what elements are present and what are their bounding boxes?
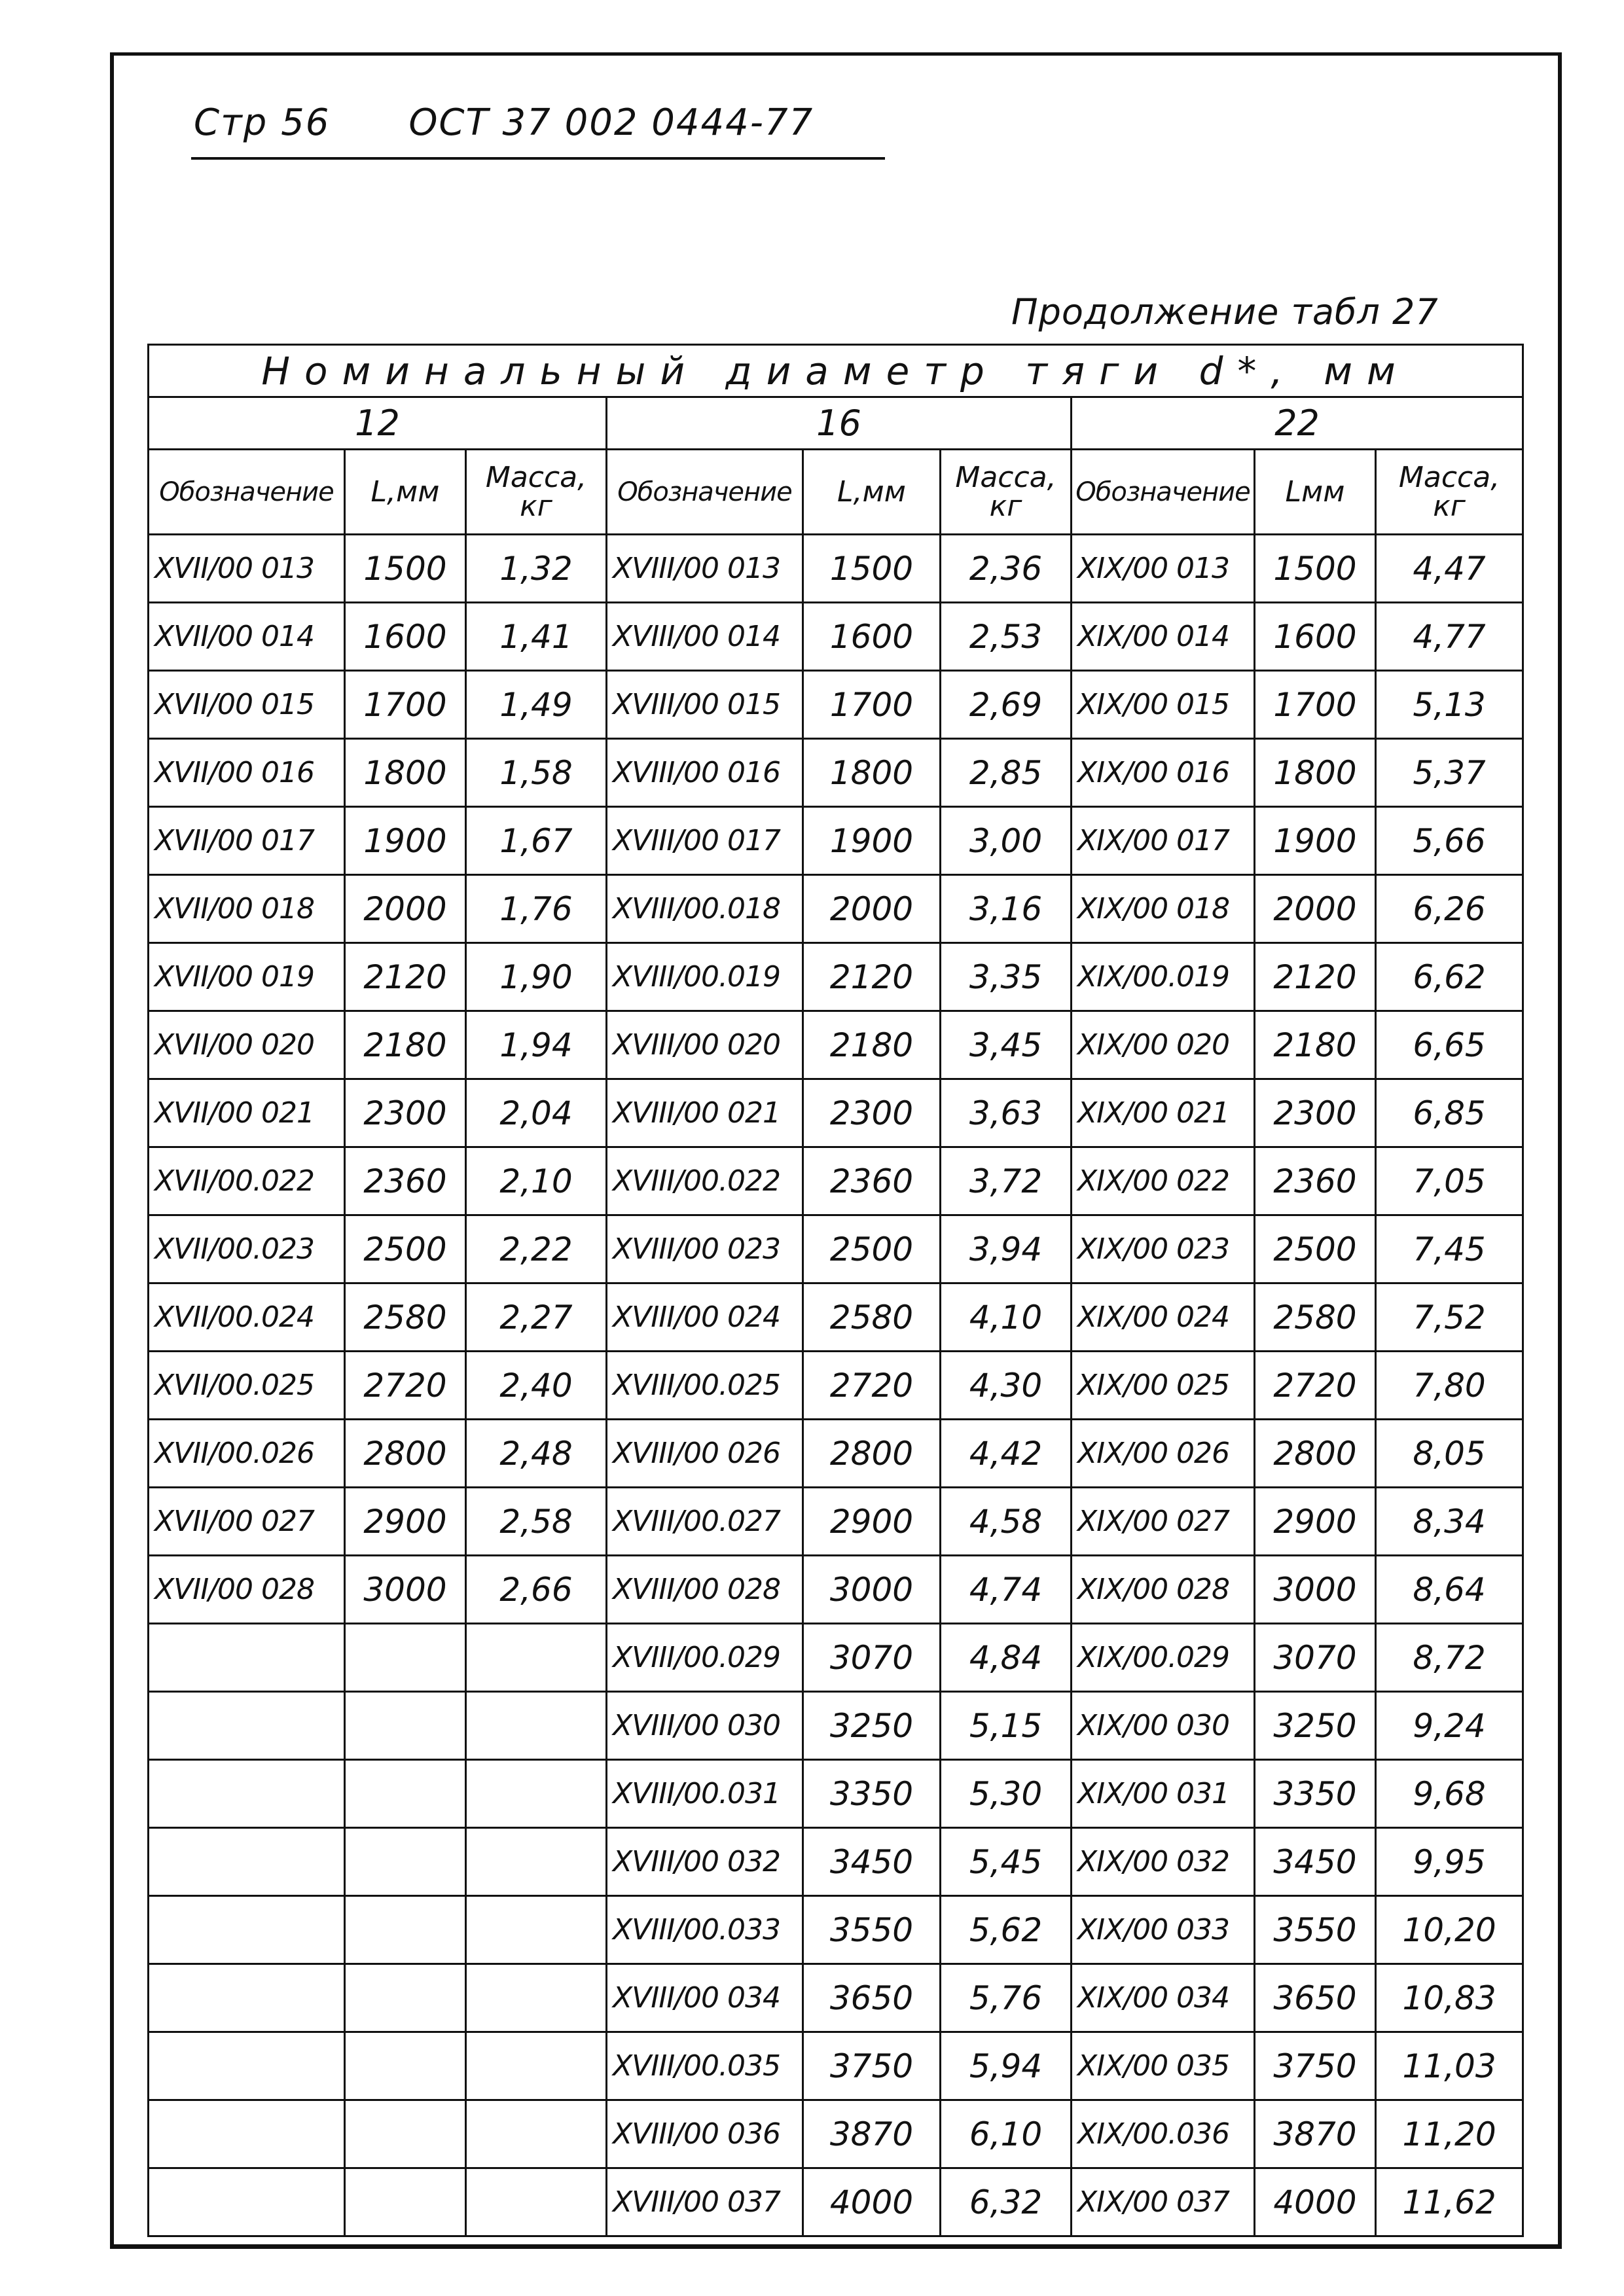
cell-designation: XIX/00 015 xyxy=(1072,671,1255,739)
cell-mass: 2,27 xyxy=(466,1283,607,1352)
cell-designation: XIX/00 022 xyxy=(1072,1147,1255,1215)
cell-length: 2000 xyxy=(345,875,466,943)
cell-mass: 4,77 xyxy=(1376,603,1523,671)
col-mass: Масса, кг xyxy=(1376,450,1523,535)
cell-mass: 1,94 xyxy=(466,1011,607,1079)
cell-length: 3250 xyxy=(803,1692,941,1760)
cell-length: 1800 xyxy=(1255,739,1376,807)
rod-table xyxy=(147,344,1524,2237)
col-length: L,мм xyxy=(803,450,941,535)
cell-length: 1900 xyxy=(1255,807,1376,875)
cell-mass: 3,35 xyxy=(941,943,1072,1011)
cell-mass xyxy=(466,2168,607,2236)
cell-length: 2800 xyxy=(803,1420,941,1488)
cell-mass xyxy=(466,1692,607,1760)
cell-designation: XVIII/00.031 xyxy=(607,1760,803,1828)
cell-length: 2000 xyxy=(1255,875,1376,943)
cell-designation: XVIII/00 030 xyxy=(607,1692,803,1760)
cell-length: 3000 xyxy=(803,1556,941,1624)
cell-mass: 11,03 xyxy=(1376,2032,1523,2100)
cell-mass: 3,16 xyxy=(941,875,1072,943)
cell-designation: XIX/00 017 xyxy=(1072,807,1255,875)
cell-designation xyxy=(149,2032,345,2100)
cell-length: 2500 xyxy=(803,1215,941,1283)
cell-designation: XVIII/00 032 xyxy=(607,1828,803,1896)
cell-mass: 5,66 xyxy=(1376,807,1523,875)
cell-designation: XIX/00 026 xyxy=(1072,1420,1255,1488)
cell-length: 2120 xyxy=(345,943,466,1011)
cell-designation: XVIII/00.029 xyxy=(607,1624,803,1692)
cell-designation: XVIII/00.027 xyxy=(607,1488,803,1556)
cell-length: 3450 xyxy=(1255,1828,1376,1896)
cell-designation: XIX/00 027 xyxy=(1072,1488,1255,1556)
cell-mass: 6,85 xyxy=(1376,1079,1523,1147)
col-designation: Обозначение xyxy=(149,450,345,535)
cell-designation: XIX/00 037 xyxy=(1072,2168,1255,2236)
cell-length: 2580 xyxy=(803,1283,941,1352)
cell-designation: XIX/00 025 xyxy=(1072,1352,1255,1420)
table-row xyxy=(149,1964,1523,2032)
cell-mass: 5,45 xyxy=(941,1828,1072,1896)
cell-length: 2720 xyxy=(1255,1352,1376,1420)
cell-length: 3070 xyxy=(1255,1624,1376,1692)
cell-designation: XVIII/00.022 xyxy=(607,1147,803,1215)
cell-mass: 7,05 xyxy=(1376,1147,1523,1215)
cell-mass: 4,58 xyxy=(941,1488,1072,1556)
cell-designation xyxy=(149,1624,345,1692)
cell-designation: XIX/00 031 xyxy=(1072,1760,1255,1828)
table-row xyxy=(149,2168,1523,2236)
cell-length: 2900 xyxy=(345,1488,466,1556)
cell-mass: 3,63 xyxy=(941,1079,1072,1147)
table-row xyxy=(149,1011,1523,1079)
cell-mass: 10,83 xyxy=(1376,1964,1523,2032)
cell-designation: XVII/00 015 xyxy=(149,671,345,739)
cell-length: 1600 xyxy=(803,603,941,671)
cell-length: 4000 xyxy=(1255,2168,1376,2236)
cell-length: 2800 xyxy=(345,1420,466,1488)
table-row xyxy=(149,1760,1523,1828)
cell-designation: XVII/00.023 xyxy=(149,1215,345,1283)
cell-mass: 5,15 xyxy=(941,1692,1072,1760)
table-row xyxy=(149,943,1523,1011)
cell-mass: 2,22 xyxy=(466,1215,607,1283)
cell-designation: XVIII/00 013 xyxy=(607,535,803,603)
cell-mass: 7,52 xyxy=(1376,1283,1523,1352)
table-row xyxy=(149,1828,1523,1896)
cell-length xyxy=(345,1828,466,1896)
cell-designation: XIX/00 028 xyxy=(1072,1556,1255,1624)
table-row xyxy=(149,739,1523,807)
cell-length xyxy=(345,1964,466,2032)
table-title: Номинальный диаметр тяги d*, мм xyxy=(149,345,1523,397)
cell-mass: 6,32 xyxy=(941,2168,1072,2236)
cell-length: 2720 xyxy=(803,1352,941,1420)
cell-length: 3550 xyxy=(803,1896,941,1964)
cell-length: 3750 xyxy=(803,2032,941,2100)
cell-length: 2120 xyxy=(803,943,941,1011)
cell-mass xyxy=(466,2100,607,2168)
cell-designation: XVIII/00 026 xyxy=(607,1420,803,1488)
cell-length xyxy=(345,2100,466,2168)
cell-length: 2360 xyxy=(345,1147,466,1215)
cell-length: 1500 xyxy=(1255,535,1376,603)
cell-length xyxy=(345,1760,466,1828)
cell-designation: XVIII/00.018 xyxy=(607,875,803,943)
cell-length: 1700 xyxy=(803,671,941,739)
cell-designation xyxy=(149,1692,345,1760)
cell-mass: 6,26 xyxy=(1376,875,1523,943)
table-row xyxy=(149,1488,1523,1556)
cell-mass: 6,62 xyxy=(1376,943,1523,1011)
cell-designation xyxy=(149,1964,345,2032)
cell-mass: 2,48 xyxy=(466,1420,607,1488)
cell-mass: 8,05 xyxy=(1376,1420,1523,1488)
cell-designation: XVII/00 013 xyxy=(149,535,345,603)
table-row xyxy=(149,2100,1523,2168)
cell-designation: XVIII/00 021 xyxy=(607,1079,803,1147)
cell-designation: XVII/00.022 xyxy=(149,1147,345,1215)
cell-mass: 11,20 xyxy=(1376,2100,1523,2168)
col-mass: Масса, кг xyxy=(941,450,1072,535)
table-row xyxy=(149,1352,1523,1420)
cell-mass: 2,58 xyxy=(466,1488,607,1556)
cell-mass: 5,62 xyxy=(941,1896,1072,1964)
col-mass: Масса, кг xyxy=(466,450,607,535)
col-designation: Обозначение xyxy=(607,450,803,535)
cell-designation: XVIII/00 034 xyxy=(607,1964,803,2032)
cell-length: 3350 xyxy=(803,1760,941,1828)
cell-length: 2500 xyxy=(345,1215,466,1283)
cell-mass: 8,34 xyxy=(1376,1488,1523,1556)
cell-mass: 5,76 xyxy=(941,1964,1072,2032)
cell-designation: XIX/00 021 xyxy=(1072,1079,1255,1147)
col-length: L,мм xyxy=(345,450,466,535)
cell-designation: XVIII/00 020 xyxy=(607,1011,803,1079)
cell-designation: XVIII/00.035 xyxy=(607,2032,803,2100)
cell-length: 2180 xyxy=(1255,1011,1376,1079)
cell-designation: XIX/00 016 xyxy=(1072,739,1255,807)
cell-designation xyxy=(149,2168,345,2236)
cell-mass: 1,76 xyxy=(466,875,607,943)
cell-mass: 2,04 xyxy=(466,1079,607,1147)
cell-designation: XIX/00 034 xyxy=(1072,1964,1255,2032)
cell-designation xyxy=(149,1828,345,1896)
cell-mass: 3,94 xyxy=(941,1215,1072,1283)
cell-mass: 4,30 xyxy=(941,1352,1072,1420)
cell-mass: 5,30 xyxy=(941,1760,1072,1828)
cell-designation: XVIII/00 036 xyxy=(607,2100,803,2168)
cell-designation: XVII/00 021 xyxy=(149,1079,345,1147)
cell-mass: 5,13 xyxy=(1376,671,1523,739)
cell-mass: 3,45 xyxy=(941,1011,1072,1079)
cell-length: 3000 xyxy=(345,1556,466,1624)
cell-mass: 1,41 xyxy=(466,603,607,671)
table-row xyxy=(149,535,1523,603)
cell-length: 3250 xyxy=(1255,1692,1376,1760)
table-row xyxy=(149,1079,1523,1147)
cell-designation: XVIII/00 014 xyxy=(607,603,803,671)
cell-length: 4000 xyxy=(803,2168,941,2236)
cell-mass: 1,32 xyxy=(466,535,607,603)
cell-length xyxy=(345,1692,466,1760)
cell-mass: 2,36 xyxy=(941,535,1072,603)
cell-mass: 2,69 xyxy=(941,671,1072,739)
cell-length: 2360 xyxy=(1255,1147,1376,1215)
cell-designation: XIX/00 024 xyxy=(1072,1283,1255,1352)
page-header xyxy=(194,101,814,144)
group-12: 12 xyxy=(149,397,607,450)
cell-mass xyxy=(466,1964,607,2032)
cell-designation: XVII/00 014 xyxy=(149,603,345,671)
group-22: 22 xyxy=(1072,397,1523,450)
table-row xyxy=(149,671,1523,739)
cell-length: 1600 xyxy=(345,603,466,671)
cell-length: 3550 xyxy=(1255,1896,1376,1964)
table-row xyxy=(149,1624,1523,1692)
cell-designation: XVIII/00 023 xyxy=(607,1215,803,1283)
cell-designation: XVII/00 027 xyxy=(149,1488,345,1556)
cell-mass: 11,62 xyxy=(1376,2168,1523,2236)
cell-designation: XIX/00 013 xyxy=(1072,535,1255,603)
cell-length: 2800 xyxy=(1255,1420,1376,1488)
cell-length: 3870 xyxy=(803,2100,941,2168)
cell-length: 3350 xyxy=(1255,1760,1376,1828)
cell-mass: 2,40 xyxy=(466,1352,607,1420)
cell-designation: XIX/00 014 xyxy=(1072,603,1255,671)
cell-designation: XIX/00 020 xyxy=(1072,1011,1255,1079)
cell-designation: XVIII/00 017 xyxy=(607,807,803,875)
cell-mass: 8,72 xyxy=(1376,1624,1523,1692)
cell-designation xyxy=(149,1760,345,1828)
cell-designation: XIX/00 030 xyxy=(1072,1692,1255,1760)
table-title-row xyxy=(149,345,1523,397)
cell-designation: XVII/00.025 xyxy=(149,1352,345,1420)
cell-mass: 3,00 xyxy=(941,807,1072,875)
cell-designation: XIX/00.036 xyxy=(1072,2100,1255,2168)
cell-designation: XVIII/00 015 xyxy=(607,671,803,739)
cell-mass xyxy=(466,1828,607,1896)
cell-designation: XVIII/00 024 xyxy=(607,1283,803,1352)
cell-mass: 6,10 xyxy=(941,2100,1072,2168)
cell-length xyxy=(345,1896,466,1964)
cell-designation: XVII/00 017 xyxy=(149,807,345,875)
header-underline xyxy=(191,157,885,160)
cell-length: 1600 xyxy=(1255,603,1376,671)
cell-designation: XVIII/00.033 xyxy=(607,1896,803,1964)
table-row xyxy=(149,2032,1523,2100)
cell-length: 1500 xyxy=(345,535,466,603)
cell-designation: XVIII/00 016 xyxy=(607,739,803,807)
cell-length: 2120 xyxy=(1255,943,1376,1011)
cell-mass: 2,10 xyxy=(466,1147,607,1215)
table-row xyxy=(149,807,1523,875)
cell-mass: 4,42 xyxy=(941,1420,1072,1488)
cell-length xyxy=(345,2032,466,2100)
cell-length: 1800 xyxy=(803,739,941,807)
cell-mass: 5,37 xyxy=(1376,739,1523,807)
cell-designation: XIX/00 032 xyxy=(1072,1828,1255,1896)
standard-number: ОСТ 37 002 0444-77 xyxy=(408,101,814,144)
table-row xyxy=(149,1147,1523,1215)
table-row xyxy=(149,1556,1523,1624)
cell-mass: 10,20 xyxy=(1376,1896,1523,1964)
cell-length: 2300 xyxy=(803,1079,941,1147)
cell-length: 2300 xyxy=(345,1079,466,1147)
table-row xyxy=(149,1692,1523,1760)
cell-length xyxy=(345,2168,466,2236)
cell-mass: 6,65 xyxy=(1376,1011,1523,1079)
table-row xyxy=(149,1283,1523,1352)
cell-mass: 4,84 xyxy=(941,1624,1072,1692)
cell-mass xyxy=(466,1896,607,1964)
cell-designation: XVII/00 019 xyxy=(149,943,345,1011)
cell-mass xyxy=(466,1760,607,1828)
cell-length: 2300 xyxy=(1255,1079,1376,1147)
cell-mass: 3,72 xyxy=(941,1147,1072,1215)
cell-designation: XVII/00 028 xyxy=(149,1556,345,1624)
cell-designation: XIX/00 033 xyxy=(1072,1896,1255,1964)
table-caption: Продолжение табл 27 xyxy=(1011,291,1439,332)
cell-length: 1900 xyxy=(803,807,941,875)
cell-length: 2900 xyxy=(803,1488,941,1556)
cell-designation: XIX/00.029 xyxy=(1072,1624,1255,1692)
cell-length: 2180 xyxy=(803,1011,941,1079)
cell-mass: 4,47 xyxy=(1376,535,1523,603)
cell-length: 3650 xyxy=(803,1964,941,2032)
cell-length: 2580 xyxy=(1255,1283,1376,1352)
group-row xyxy=(149,397,1523,450)
cell-length: 3450 xyxy=(803,1828,941,1896)
cell-mass xyxy=(466,1624,607,1692)
cell-length: 1900 xyxy=(345,807,466,875)
table-row xyxy=(149,1215,1523,1283)
cell-length: 2580 xyxy=(345,1283,466,1352)
cell-length: 2900 xyxy=(1255,1488,1376,1556)
cell-length xyxy=(345,1624,466,1692)
cell-length: 3070 xyxy=(803,1624,941,1692)
cell-designation: XIX/00.019 xyxy=(1072,943,1255,1011)
cell-mass: 8,64 xyxy=(1376,1556,1523,1624)
cell-length: 2720 xyxy=(345,1352,466,1420)
cell-mass: 1,49 xyxy=(466,671,607,739)
cell-length: 2000 xyxy=(803,875,941,943)
cell-mass: 2,53 xyxy=(941,603,1072,671)
cell-mass: 1,90 xyxy=(466,943,607,1011)
cell-mass: 7,80 xyxy=(1376,1352,1523,1420)
cell-length: 2180 xyxy=(345,1011,466,1079)
cell-designation: XVII/00.026 xyxy=(149,1420,345,1488)
page-number: Стр 56 xyxy=(194,101,331,144)
cell-length: 3870 xyxy=(1255,2100,1376,2168)
cell-mass xyxy=(466,2032,607,2100)
cell-mass: 5,94 xyxy=(941,2032,1072,2100)
col-length: Lмм xyxy=(1255,450,1376,535)
cell-mass: 9,95 xyxy=(1376,1828,1523,1896)
cell-mass: 4,74 xyxy=(941,1556,1072,1624)
cell-length: 1700 xyxy=(1255,671,1376,739)
cell-length: 3000 xyxy=(1255,1556,1376,1624)
cell-designation: XVII/00.024 xyxy=(149,1283,345,1352)
cell-designation: XVIII/00 028 xyxy=(607,1556,803,1624)
cell-designation: XVII/00 018 xyxy=(149,875,345,943)
cell-designation: XVII/00 020 xyxy=(149,1011,345,1079)
cell-mass: 7,45 xyxy=(1376,1215,1523,1283)
table-row xyxy=(149,1896,1523,1964)
cell-length: 3650 xyxy=(1255,1964,1376,2032)
cell-length: 1800 xyxy=(345,739,466,807)
cell-mass: 2,85 xyxy=(941,739,1072,807)
cell-mass: 2,66 xyxy=(466,1556,607,1624)
cell-mass: 9,24 xyxy=(1376,1692,1523,1760)
cell-length: 2360 xyxy=(803,1147,941,1215)
column-header-row xyxy=(149,450,1523,535)
cell-designation xyxy=(149,1896,345,1964)
cell-designation: XVIII/00.019 xyxy=(607,943,803,1011)
cell-designation: XVIII/00 037 xyxy=(607,2168,803,2236)
cell-mass: 9,68 xyxy=(1376,1760,1523,1828)
cell-mass: 4,10 xyxy=(941,1283,1072,1352)
cell-designation: XIX/00 023 xyxy=(1072,1215,1255,1283)
table-row xyxy=(149,1420,1523,1488)
cell-designation: XIX/00 018 xyxy=(1072,875,1255,943)
cell-mass: 1,67 xyxy=(466,807,607,875)
col-designation: Обозначение xyxy=(1072,450,1255,535)
cell-length: 1500 xyxy=(803,535,941,603)
cell-length: 1700 xyxy=(345,671,466,739)
table-row xyxy=(149,603,1523,671)
table-row xyxy=(149,875,1523,943)
cell-designation: XVIII/00.025 xyxy=(607,1352,803,1420)
cell-designation: XIX/00 035 xyxy=(1072,2032,1255,2100)
cell-length: 2500 xyxy=(1255,1215,1376,1283)
cell-mass: 1,58 xyxy=(466,739,607,807)
group-16: 16 xyxy=(607,397,1072,450)
cell-designation: XVII/00 016 xyxy=(149,739,345,807)
cell-designation xyxy=(149,2100,345,2168)
cell-length: 3750 xyxy=(1255,2032,1376,2100)
